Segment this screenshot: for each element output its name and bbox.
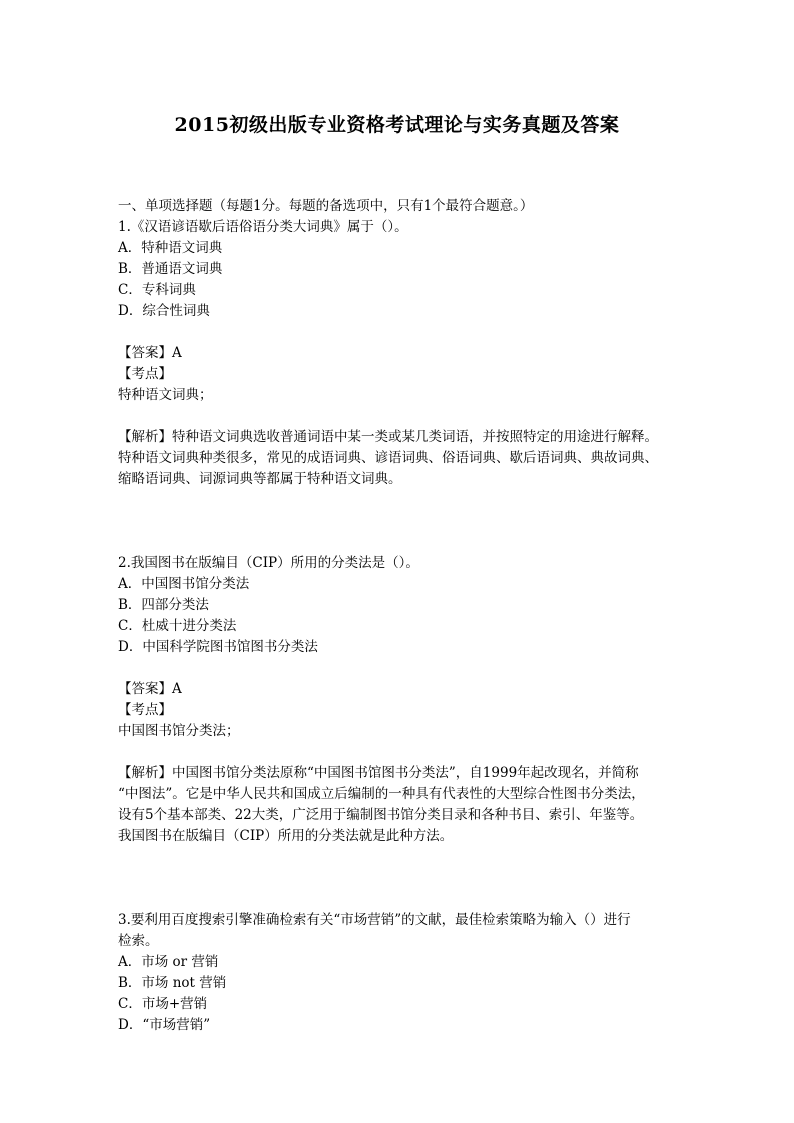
analysis-line: 缩略语词典、词源词典等都属于特种语文词典。: [118, 471, 402, 487]
point-label: 【考点】: [118, 366, 172, 382]
analysis-line: 【解析】中国图书馆分类法原称“中国图书馆图书分类法”，自1999年起改现名，并简称: [118, 765, 639, 781]
question-stem-cont: 检索。: [118, 933, 159, 949]
option-c: C．市场+营销: [118, 996, 208, 1012]
document-title: 2015初级出版专业资格考试理论与实务真题及答案: [174, 114, 620, 136]
question-stem: 1.《汉语谚语歇后语俗语分类大词典》属于（）。: [118, 219, 408, 235]
analysis-line: “中图法”。它是中华人民共和国成立后编制的一种具有代表性的大型综合性图书分类法，: [118, 786, 645, 802]
analysis-line: 我国图书在版编目（CIP）所用的分类法就是此种方法。: [118, 828, 454, 844]
analysis-line: 设有5个基本部类、22大类，广泛用于编制图书馆分类目录和各种书目、索引、年鉴等。: [118, 807, 644, 823]
option-d: D．“市场营销”: [118, 1017, 211, 1033]
option-a: A．市场 or 营销: [118, 954, 219, 970]
option-b: B．普通语文词典: [118, 261, 223, 277]
analysis-line: 【解析】特种语文词典选收普通词语中某一类或某几类词语，并按照特定的用途进行解释。: [118, 429, 658, 445]
option-d: D．中国科学院图书馆图书分类法: [118, 639, 318, 655]
section-heading: 一、单项选择题（每题1分。每题的备选项中，只有1个最符合题意。）: [118, 198, 534, 214]
analysis-line: 特种语文词典种类很多，常见的成语词典、谚语词典、俗语词典、歇后语词典、典故词典、: [118, 450, 658, 466]
point-label: 【考点】: [118, 702, 172, 718]
option-b: B．四部分类法: [118, 597, 209, 613]
option-a: A．特种语文词典: [118, 240, 223, 256]
question-stem: 3.要利用百度搜索引擎准确检索有关“市场营销”的文献，最佳检索策略为输入（）进行: [118, 912, 631, 928]
document-body: [118, 196, 678, 1036]
option-d: D．综合性词典: [118, 303, 210, 319]
answer-label: 【答案】A: [118, 345, 182, 361]
option-c: C．专科词典: [118, 282, 196, 298]
answer-label: 【答案】A: [118, 681, 182, 697]
point-text: 中国图书馆分类法；: [118, 723, 240, 739]
point-text: 特种语文词典；: [118, 387, 213, 403]
question-1: [118, 217, 678, 490]
question-stem: 2.我国图书在版编目（CIP）所用的分类法是（）。: [118, 555, 419, 571]
question-3: [118, 910, 678, 1036]
option-c: C．杜威十进分类法: [118, 618, 237, 634]
option-a: A．中国图书馆分类法: [118, 576, 250, 592]
question-2: [118, 553, 678, 847]
option-b: B．市场 not 营销: [118, 975, 227, 991]
